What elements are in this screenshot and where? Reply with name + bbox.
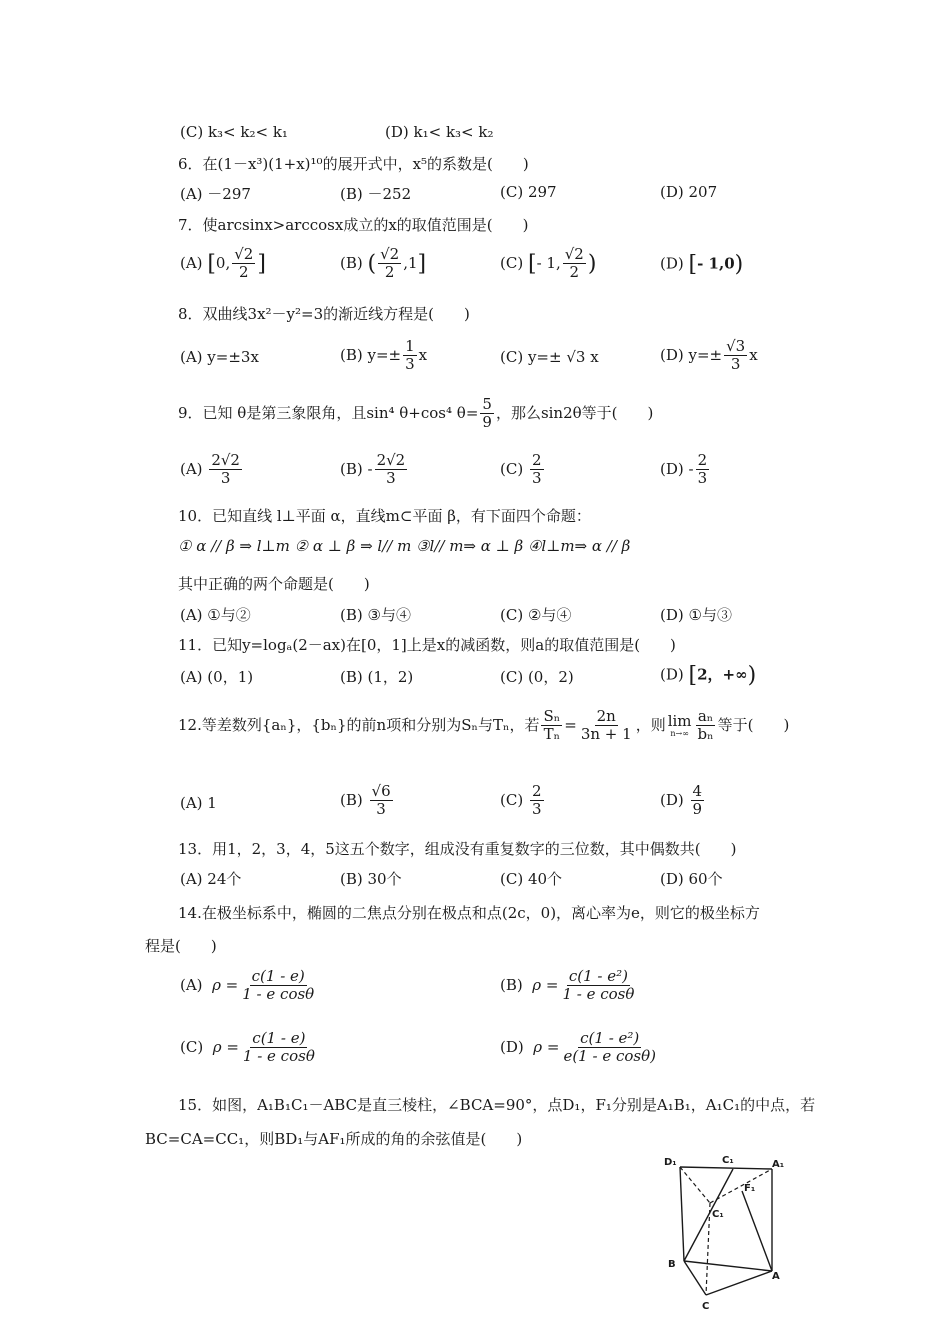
q15-stem-line2: BC=CA=CC₁，则BD₁与AF₁所成的角的余弦值是( ) xyxy=(145,1130,523,1148)
base-edge-ca xyxy=(706,1271,772,1295)
q9-option-a: (A) $\frac{2√2}{3}$ xyxy=(180,451,240,488)
q14-stem-line1: 14.在极坐标系中，椭圆的二焦点分别在极点和点(2c，0)，离心率为e，则它的极坐标方 xyxy=(178,904,760,922)
top-edge-d1-a1 xyxy=(680,1167,772,1169)
q14-option-c: (C) ρ = $\frac{c(1 - e)}{\text{1 - e cosθ}}$ xyxy=(180,1029,315,1066)
label-c: C xyxy=(702,1301,710,1312)
q8-option-d: (D) y=± $\frac{√3}{3}$ x xyxy=(660,337,758,374)
q6-option-b: (B) －252 xyxy=(340,185,412,203)
prism-figure xyxy=(660,1155,790,1315)
q10-question: 其中正确的两个命题是( ) xyxy=(178,575,370,593)
q8-option-b: (B) y=± $\frac{1}{3}$ x xyxy=(340,337,428,374)
q10-propositions: ① α // β ⇒ l⊥m ② α ⊥ β ⇒ l// m ③l// m⇒ α ⊥ β ④l⊥m⇒ α // β xyxy=(178,537,631,555)
base-edge-ba xyxy=(684,1261,772,1271)
label-b: B xyxy=(668,1259,676,1270)
label-f1: F₁ xyxy=(744,1183,756,1194)
q13-option-a: (A) 24个 xyxy=(180,870,242,888)
label-c1-top: C₁ xyxy=(722,1155,734,1166)
q14-option-b: (B) ρ = $\frac{\text{c(1 - e²)}}{\text{1 - e cosθ}}$ xyxy=(500,967,635,1004)
q7-option-c: (C) [- 1, $\frac{√2}{2}$ ) xyxy=(500,245,597,282)
q13-option-b: (B) 30个 xyxy=(340,870,402,888)
q9-option-b: (B) - $\frac{2√2}{3}$ xyxy=(340,451,406,488)
label-d1: D₁ xyxy=(664,1157,677,1168)
q6-option-a: (A) －297 xyxy=(180,185,251,203)
q8-stem: 8．双曲线3x²－y²=3的渐近线方程是( ) xyxy=(178,305,470,323)
q10-option-a: (A) ①与② xyxy=(180,606,251,624)
q11-option-a: (A) (0，1) xyxy=(180,668,254,686)
q14-option-d: (D) ρ = $\frac{\text{c(1 - e²)}}{\text{e(1 - e cosθ)}}$ xyxy=(500,1029,656,1066)
q12-option-a: (A) 1 xyxy=(180,794,217,812)
q14-option-a: (A) ρ = $\frac{c(1 - e)}{\text{1 - e cosθ}}$ xyxy=(180,967,315,1004)
hidden-edge-c1-a1 xyxy=(710,1169,772,1203)
q11-stem: 11．已知y=logₐ(2－ax)在[0，1]上是x的减函数，则a的取值范围是( ) xyxy=(178,636,676,654)
hidden-edge-b1-c1 xyxy=(680,1167,710,1203)
q7-option-a: (A) [0, $\frac{√2}{2}$ ] xyxy=(180,245,266,282)
q10-stem: 10．已知直线 l⊥平面 α，直线m⊂平面 β，有下面四个命题： xyxy=(178,507,591,525)
q9-option-d: (D) - $\frac{2}{3}$ xyxy=(660,451,708,488)
segment-af1 xyxy=(742,1191,772,1271)
q8-option-a: (A) y=±3x xyxy=(180,348,259,366)
q5-option-c: (C) k₃< k₂< k₁ xyxy=(180,123,288,141)
q11-option-b: (B) (1，2) xyxy=(340,668,414,686)
q12-stem: 12.等差数列{aₙ}，{bₙ}的前n项和分别为Sₙ与Tₙ，若 $\frac{\text{Sₙ}}{\text{Tₙ}}$ = $\frac{2n}{3n + 1}$ ，则 lim n→∞ $\frac{\text{aₙ}}{\text{bₙ}}$ 等于( ) xyxy=(178,707,790,744)
q11-option-d: (D) [2，+∞) xyxy=(660,663,757,688)
q15-stem-line1: 15．如图，A₁B₁C₁－ABC是直三棱柱，∠BCA=90°，点D₁，F₁分别是A₁B₁，A₁C₁的中点，若 xyxy=(178,1096,816,1114)
q13-option-d: (D) 60个 xyxy=(660,870,723,888)
q6-option-c: (C) 297 xyxy=(500,183,557,201)
edge-b1-b xyxy=(680,1167,684,1261)
q12-option-b: (B) $\frac{√6}{3}$ xyxy=(340,782,391,819)
q6-stem: 6．在(1－x³)(1+x)¹⁰的展开式中，x⁵的系数是( ) xyxy=(178,155,529,173)
q7-option-d: (D) [- 1,0) xyxy=(660,252,744,277)
q9-stem: 9．已知 θ是第三象限角，且sin⁴ θ+cos⁴ θ= $\frac{5}{9}$ ，那么sin2θ等于( ) xyxy=(178,395,654,432)
label-a: A xyxy=(772,1271,780,1282)
q7-option-b: (B) ( $\frac{√2}{2}$ ,1] xyxy=(340,245,427,282)
q11-option-c: (C) (0，2) xyxy=(500,668,574,686)
q14-stem-line2: 程是( ) xyxy=(145,937,217,955)
q12-option-c: (C) $\frac{2}{3}$ xyxy=(500,782,542,819)
q10-option-d: (D) ①与③ xyxy=(660,606,732,624)
q5-option-d: (D) k₁< k₃< k₂ xyxy=(385,123,494,141)
q13-option-c: (C) 40个 xyxy=(500,870,563,888)
label-c1: C₁ xyxy=(712,1209,724,1220)
q6-option-d: (D) 207 xyxy=(660,183,718,201)
q10-option-c: (C) ②与④ xyxy=(500,606,572,624)
label-a1: A₁ xyxy=(772,1159,785,1170)
q12-option-d: (D) $\frac{4}{9}$ xyxy=(660,782,703,819)
q8-option-c: (C) y=± √3 x xyxy=(500,348,599,366)
q10-option-b: (B) ③与④ xyxy=(340,606,411,624)
q7-stem: 7．使arcsinx>arccosx成立的x的取值范围是( ) xyxy=(178,216,529,234)
q13-stem: 13．用1，2，3，4，5这五个数字，组成没有重复数字的三位数，其中偶数共( ) xyxy=(178,840,737,858)
base-edge-bc xyxy=(684,1261,706,1295)
q9-option-c: (C) $\frac{2}{3}$ xyxy=(500,451,542,488)
